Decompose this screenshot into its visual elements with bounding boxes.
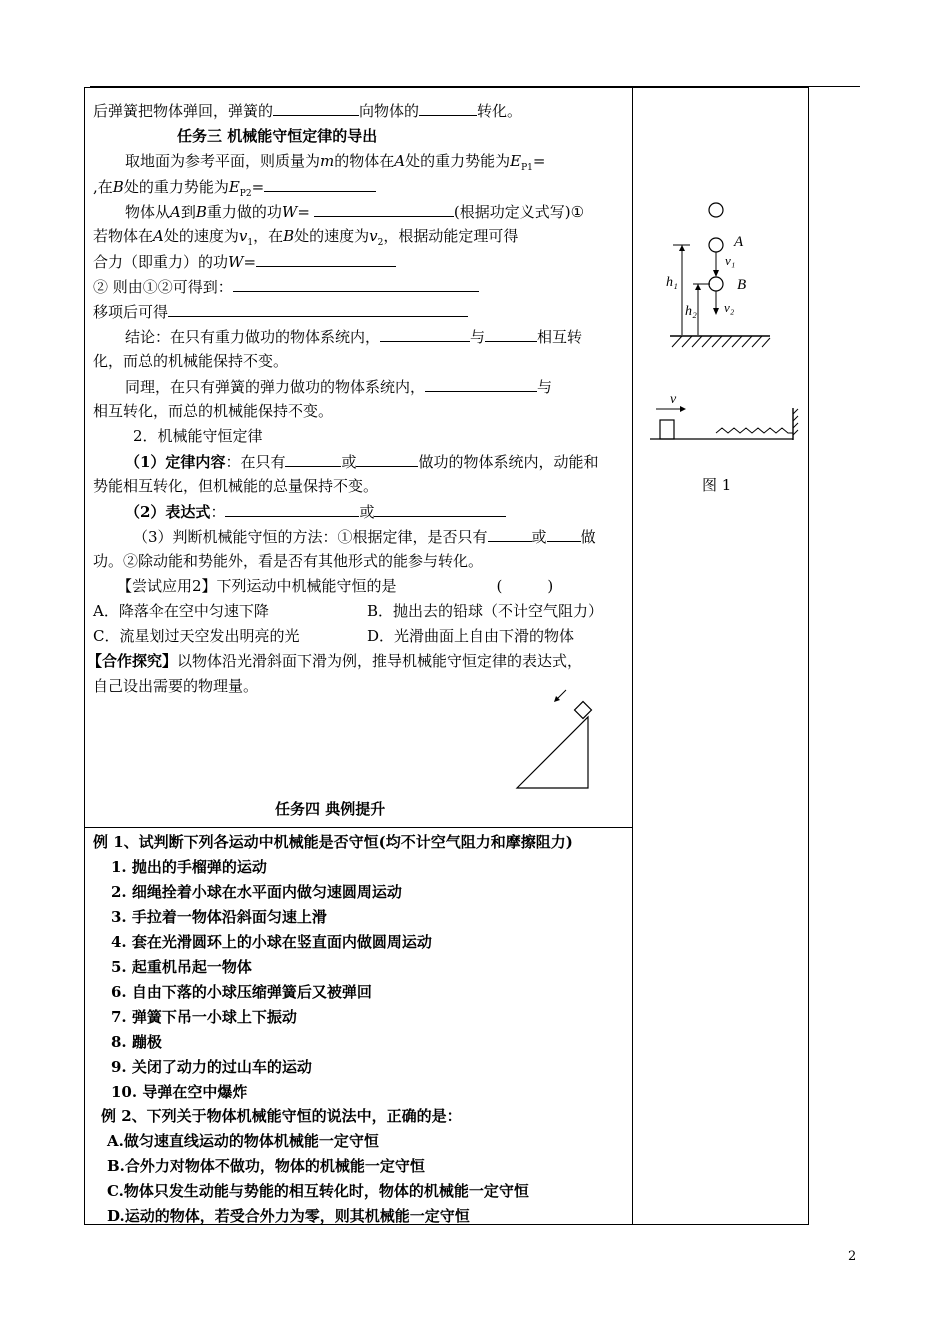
- task4-title: 任务四 典例提升: [275, 800, 386, 818]
- line-13: 2．机械能守恒定律: [133, 427, 263, 445]
- line-6: 合力（即重力）的功W=: [93, 251, 396, 272]
- line-4: 物体从A到B重力做的功W= (根据功定义式写)①: [125, 203, 585, 221]
- example2-option: B.合外力对物体不做功，物体的机械能一定守恒: [107, 1157, 425, 1175]
- incline-diagram: [510, 690, 600, 790]
- line-8: 移项后可得: [93, 301, 468, 322]
- example1-item: 7. 弹簧下吊一小球上下振动: [111, 1008, 297, 1026]
- line-21: 自己设出需要的物理量。: [93, 677, 259, 695]
- falling-ball-figure: [660, 195, 780, 360]
- example1-item: 4. 套在光滑圆环上的小球在竖直面内做圆周运动: [111, 933, 432, 951]
- label-b: B: [737, 277, 747, 293]
- line-15: 势能相互转化，但机械能的总量保持不变。: [93, 477, 379, 495]
- example1-item: 9. 关闭了动力的过山车的运动: [111, 1058, 312, 1076]
- example1-item: 2. 细绳拴着小球在水平面内做匀速圆周运动: [111, 883, 402, 901]
- row-divider: [84, 827, 633, 828]
- line-7: ② 则由①②可得到：: [93, 276, 479, 297]
- label-v: v: [670, 392, 677, 407]
- line-20: 【合作探究】以物体沿光滑斜面下滑为例，推导机械能守恒定律的表达式，: [87, 652, 583, 670]
- line-19: 【尝试应用2】下列运动中机械能守恒的是 ( ): [117, 577, 554, 595]
- line-2: 取地面为参考平面，则质量为m的物体在A处的重力势能为$E_{P1}=$: [125, 152, 546, 173]
- line-10: 化，而总的机械能保持不变。: [93, 352, 289, 370]
- example1-item: 5. 起重机吊起一物体: [111, 958, 252, 976]
- example1-item: 10. 导弹在空中爆炸: [111, 1083, 248, 1101]
- example2-option: C.物体只发生动能与势能的相互转化时，物体的机械能一定守恒: [107, 1182, 529, 1200]
- block-spring-figure: [650, 390, 800, 450]
- line-12: 相互转化，而总的机械能保持不变。: [93, 402, 334, 420]
- task3-title: 任务三 机械能守恒定律的导出: [177, 127, 378, 145]
- option-c: C．流星划过天空发出明亮的光: [93, 627, 300, 645]
- page-number: 2: [848, 1249, 857, 1264]
- example1-item: 6. 自由下落的小球压缩弹簧后又被弹回: [111, 983, 372, 1001]
- label-a: A: [734, 234, 744, 250]
- label-v1: v₁: [725, 253, 736, 268]
- example1-item: 1. 抛出的手榴弹的运动: [111, 858, 267, 876]
- figure-caption: 图 1: [702, 476, 732, 494]
- line-3: ,在B处的重力势能为$E_{P2}=$: [93, 176, 376, 204]
- line-14: （1）定律内容：在只有 或 做功的物体系统内，动能和: [125, 453, 599, 471]
- label-h1: h₁: [666, 275, 678, 290]
- line-9: 结论：在只有重力做功的物体系统内， 与 相互转: [125, 328, 583, 346]
- line-16: （2）表达式： 或: [125, 501, 506, 522]
- example1-title: 例 1、试判断下列各运动中机械能是否守恒(均不计空气阻力和摩擦阻力): [93, 833, 573, 851]
- label-h2: h₂: [685, 304, 697, 319]
- line-1: 后弹簧把物体弹回，弹簧的 向物体的 转化。: [93, 102, 523, 120]
- option-a: A．降落伞在空中匀速下降: [93, 602, 269, 620]
- option-d: D．光滑曲面上自由下滑的物体: [367, 627, 575, 645]
- example1-item: 3. 手拉着一物体沿斜面匀速上滑: [111, 908, 327, 926]
- example2-title: 例 2、下列关于物体机械能守恒的说法中，正确的是：: [101, 1107, 462, 1125]
- label-v2: v₂: [724, 300, 735, 315]
- example2-option: A.做匀速直线运动的物体机械能一定守恒: [107, 1132, 379, 1150]
- line-5: 若物体在A处的速度为$v_1$，在B处的速度为$v_2$，根据动能定理可得: [93, 227, 519, 248]
- column-divider: [632, 87, 633, 1225]
- option-b: B．抛出去的铅球（不计空气阻力）: [367, 602, 604, 620]
- example1-item: 8. 蹦极: [111, 1033, 162, 1051]
- line-18: 功。②除动能和势能外，看是否有其他形式的能参与转化。: [93, 552, 484, 570]
- line-11: 同理，在只有弹簧的弹力做功的物体系统内， 与: [125, 378, 553, 396]
- line-17: （3）判断机械能守恒的方法：①根据定律，是否只有 或 做: [133, 528, 596, 546]
- example2-option: D.运动的物体，若受合外力为零，则其机械能一定守恒: [107, 1207, 470, 1225]
